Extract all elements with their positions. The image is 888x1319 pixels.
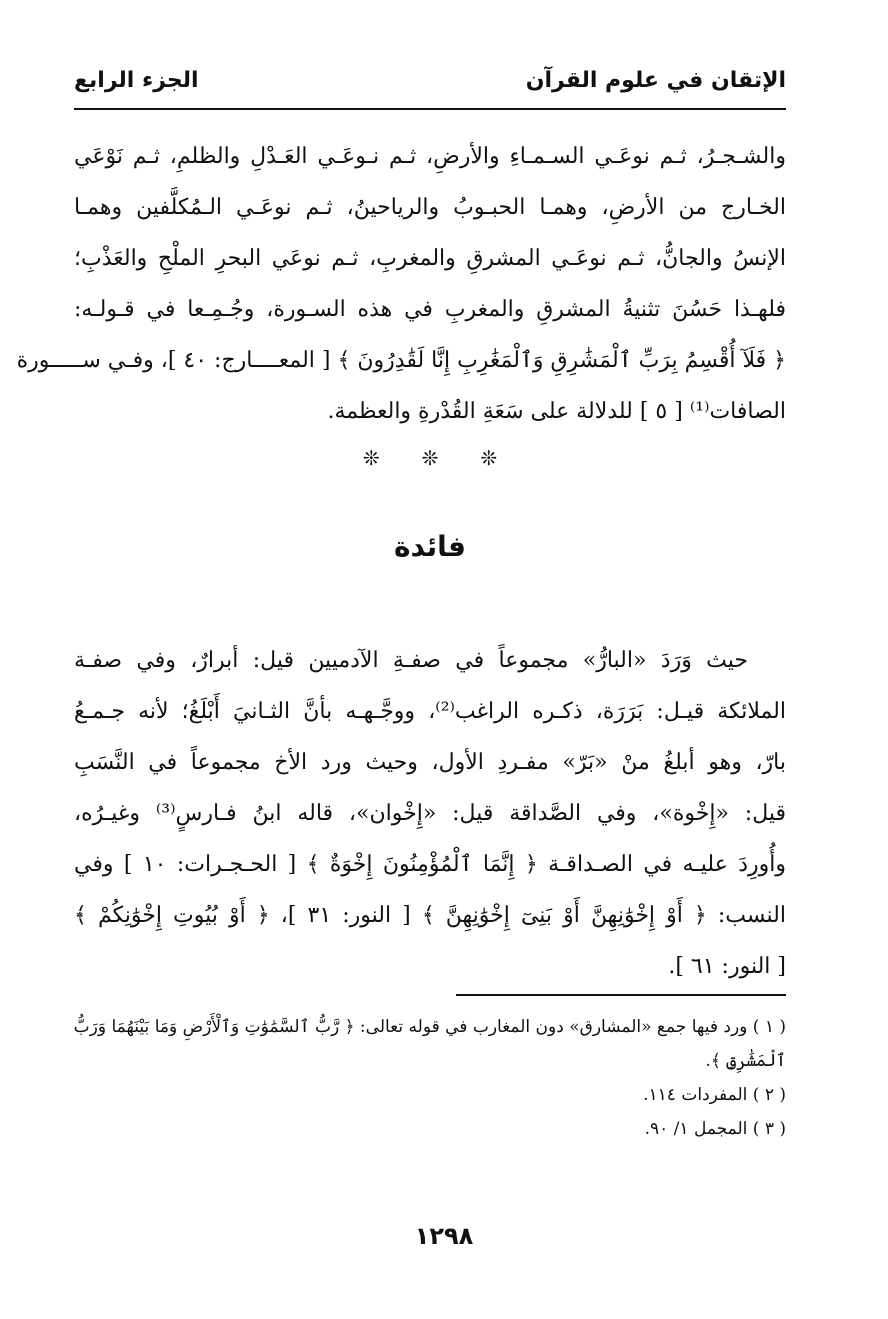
footnotes xyxy=(74,1010,786,1146)
text-line: فلهـذا حَسُنَ تثنيةُ المشرقِ والمغربِ في هذه السـورة، وجُـمِـعا في قـولـه: xyxy=(74,297,786,322)
volume-label: الجزء الرابع xyxy=(74,67,199,93)
text-line: قيل: «إِخْوة»، وفي الصَّداقة قيل: «إِخْوان»، قاله ابنُ فـارسٍ⁽³⁾ وغيـرُه، xyxy=(74,801,787,826)
section-title: فائدة xyxy=(393,530,467,563)
text-line: الخـارج من الأرضِ، وهمـا الحبـوبُ والرياحينُ، ثـم نوعَـي الـمُكلَّفين وهمـا xyxy=(74,195,787,220)
footnote-2: ( ٢ ) المفردات ١١٤. xyxy=(643,1085,786,1105)
text-line: والشـجـرُ، ثـم نوعَـي السـمـاءِ والأرضِ، ثـم نـوعَـي العَـدْلِ والظلمِ، ثـم نَوْعَي xyxy=(74,144,786,169)
text-line: الإنسُ والجانُّ، ثـم نوعَـي المشرقِ والمغربِ، ثـم نوعَي البحرِ الملْحِ والعَذْبِ؛ xyxy=(74,246,786,271)
asterism-ornament: ❊ xyxy=(362,446,380,470)
page-number: ١٢٩٨ xyxy=(414,1222,474,1250)
footnote-1-continuation: ٱلْمَشَٰرِقِ ﴾. xyxy=(705,1051,786,1071)
book-title: الإتقان في علوم القرآن xyxy=(525,67,786,93)
paragraph-continued xyxy=(16,131,787,437)
footnote-3: ( ٣ ) المجمل ١/ ٩٠. xyxy=(644,1119,786,1139)
text-line: حيث وَرَدَ «البارُّ» مجموعاً في صفـةِ الآدميين قيل: أبرارٌ، وفي صفـة xyxy=(74,648,748,673)
asterism-ornament: ❊ xyxy=(421,446,439,470)
text-line: الصافات⁽¹⁾ [ ٥ ] للدلالة على سَعَةِ القُدْرةِ والعظمة. xyxy=(327,399,786,424)
asterism-ornament: ❊ xyxy=(480,446,498,470)
text-line: النسب: ﴿ أَوْ إِخْوَٰنِهِنَّ أَوْ بَنِىٓ إِخْوَٰنِهِنَّ ﴾ [ النور: ٣١ ]، ﴿ أَوْ بُيُوتِ إِخْوَٰنِكُمْ ﴾ xyxy=(74,903,786,928)
text-line: الملائكة قيـل: بَرَرَة، ذكـره الراغب⁽²⁾، ووجَّـهـه بأنَّ الثـانيَ أَبْلَغُ؛ لأنه جـمـعُ xyxy=(74,699,786,724)
text-line: وأُورِدَ عليـه في الصـداقـة ﴿ إِنَّمَا ٱلْمُؤْمِنُونَ إِخْوَةٌ ﴾ [ الحـجـرات: ١٠ ] وفي xyxy=(74,852,786,877)
header-rule xyxy=(74,108,786,110)
paragraph-faida xyxy=(74,635,786,992)
text-line: بارّ، وهو أبلغُ منْ «بَرّ» مفـردِ الأول، وحيث ورد الأخ مجموعاً في النَّسَبِ xyxy=(74,750,786,775)
footnote-rule xyxy=(456,994,786,996)
footnote-1: ( ١ ) ورد فيها جمع «المشارق» دون المغارب في قوله تعالى: ﴿ رَّبُّ ٱلسَّمَٰوَٰتِ وَٱلْأَرْضِ وَمَا بَيْنَهُمَا وَرَبُّ xyxy=(73,1017,786,1037)
running-header xyxy=(74,58,786,102)
text-line: ﴿ فَلَآ أُقْسِمُ بِرَبِّ ٱلْمَشَٰرِقِ وَٱلْمَغَٰرِبِ إِنَّا لَقَٰدِرُونَ ﴾ [ المعــــارج: ٤٠ ]، وفـي ســـــورة xyxy=(16,348,786,373)
text-line: [ النور: ٦١ ]. xyxy=(668,954,786,979)
section-separator xyxy=(74,446,786,476)
